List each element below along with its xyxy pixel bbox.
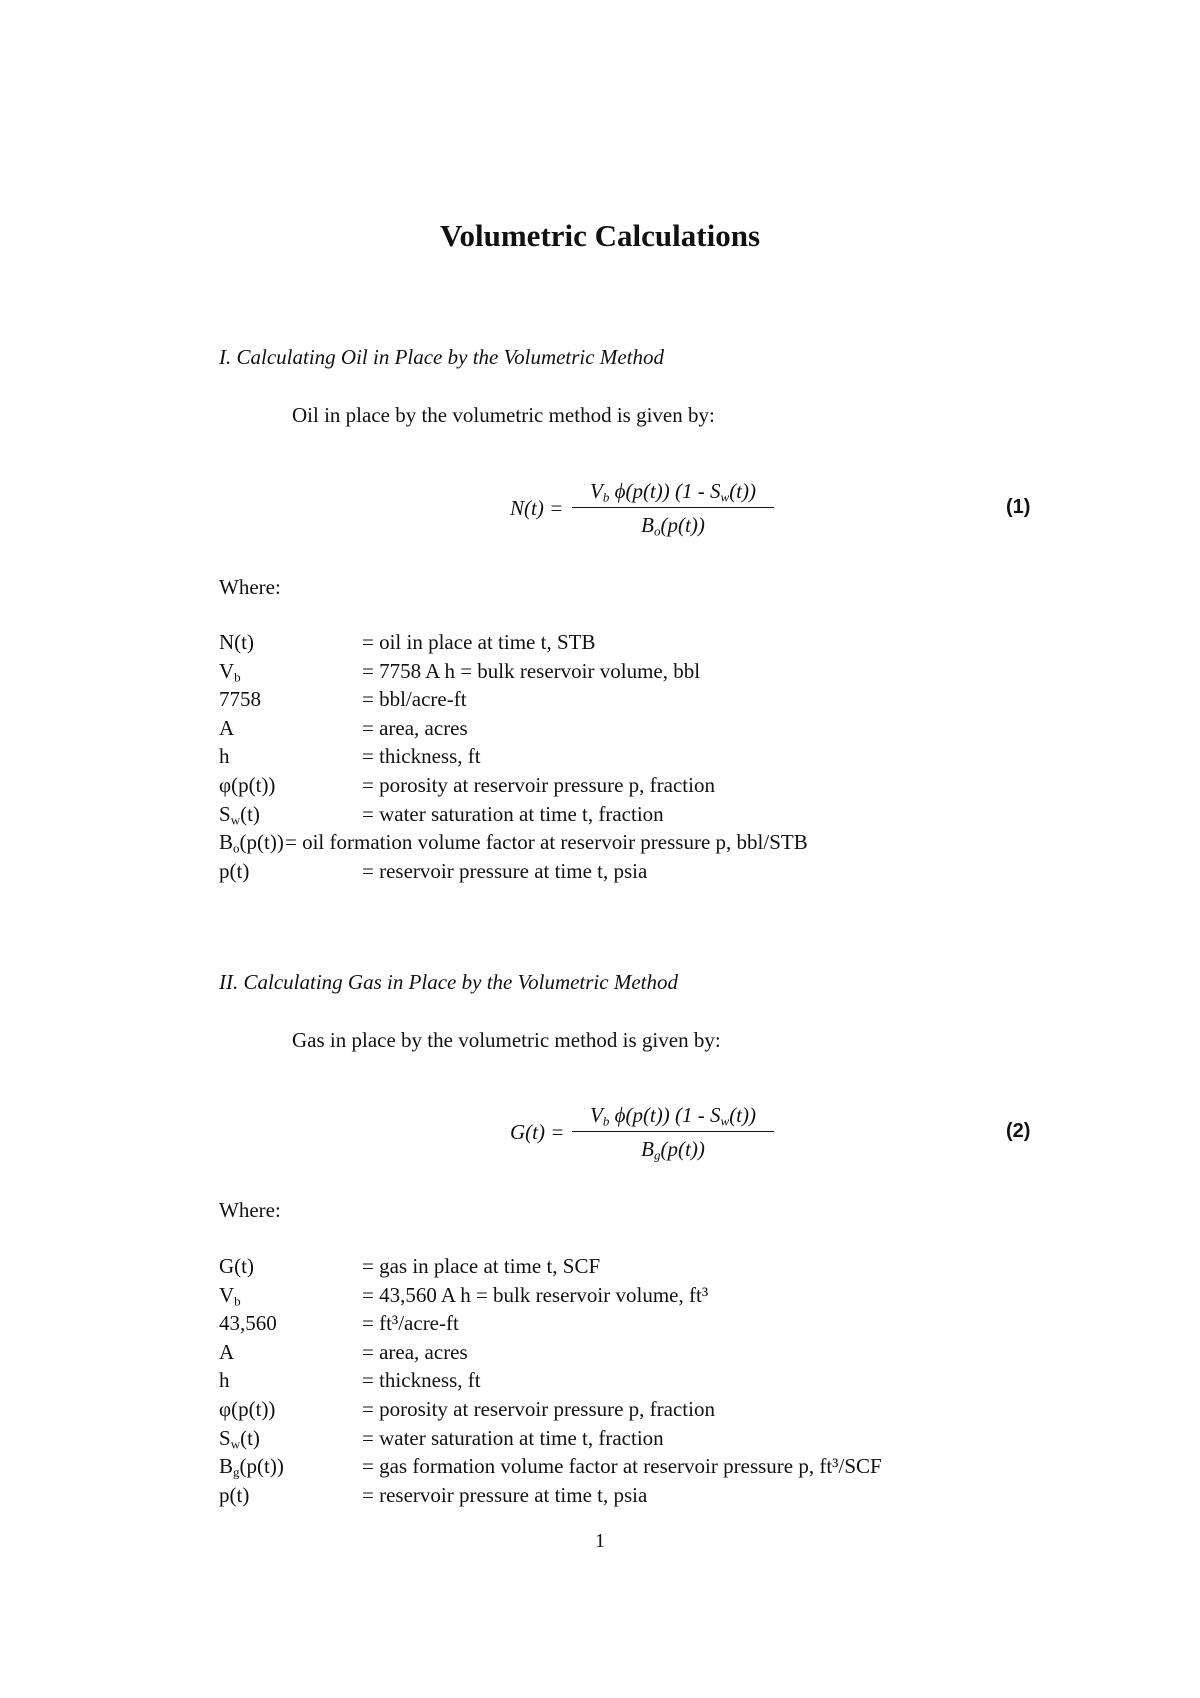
definition-symbol: 43,560 — [219, 1311, 277, 1336]
definition-symbol: h — [219, 1368, 230, 1393]
where-label-oil: Where: — [219, 575, 281, 599]
section-heading-oil: I. Calculating Oil in Place by the Volumetric Method — [219, 345, 664, 369]
fraction-bar — [572, 1131, 774, 1132]
equation-number-2: (2) — [1006, 1120, 1031, 1142]
equation-number-1: (1) — [1006, 496, 1031, 518]
definition-symbol: $V_b$ — [219, 658, 241, 684]
definition-symbol: $S_w(t)$ — [219, 1425, 260, 1451]
definition-symbol: A — [219, 715, 235, 740]
definition-symbol: p(t) — [219, 858, 250, 883]
definition-description: = porosity at reservoir pressure p, fraction — [362, 773, 715, 797]
definition-description: = reservoir pressure at time t, psia — [362, 1482, 648, 1507]
definition-symbol: φ(p(t)) — [219, 773, 276, 797]
definition-symbol: p(t) — [219, 1482, 250, 1507]
equation-numerator: $V_b$ ϕ(p(t)) $(1 - S_w(t))$ — [589, 479, 757, 505]
definition-description: = 43,560 A h = bulk reservoir volume, ft³ — [362, 1282, 709, 1307]
page-title: Volumetric Calculations — [439, 218, 761, 253]
definition-description: = oil in place at time t, STB — [362, 630, 596, 654]
definition-description: = water saturation at time t, fraction — [362, 1425, 664, 1450]
section-intro-gas: Gas in place by the volumetric method is given by: — [292, 1028, 721, 1052]
definition-description: = reservoir pressure at time t, psia — [362, 858, 648, 883]
definition-description: = water saturation at time t, fraction — [362, 801, 664, 826]
section-heading-gas: II. Calculating Gas in Place by the Volumetric Method — [219, 970, 678, 994]
definition-symbol: G(t) — [219, 1254, 254, 1278]
definition-description: = area, acres — [362, 1339, 468, 1364]
equation-gas-in-place — [510, 1100, 770, 1170]
where-label-gas: Where: — [219, 1198, 281, 1222]
definition-description: = oil formation volume factor at reservoir pressure p, bbl/STB — [285, 830, 808, 855]
definition-symbol: N(t) — [219, 630, 254, 654]
equation-denominator: $B_g(p(t))$ — [641, 1137, 705, 1163]
definition-symbol: 7758 — [219, 687, 261, 712]
definition-description: = porosity at reservoir pressure p, fraction — [362, 1397, 715, 1421]
definition-description: = bbl/acre-ft — [362, 687, 467, 712]
definition-description: = thickness, ft — [362, 744, 481, 769]
equation-fraction — [572, 476, 774, 540]
equation-lhs: G(t) = — [510, 1120, 565, 1144]
definition-symbol: $B_g(p(t))$ — [219, 1454, 284, 1480]
definition-description: = thickness, ft — [362, 1368, 481, 1393]
definition-description: = gas in place at time t, SCF — [362, 1254, 601, 1278]
definition-symbol: φ(p(t)) — [219, 1397, 276, 1421]
equation-numerator: $V_b$ ϕ(p(t)) $(1 - S_w(t))$ — [589, 1103, 757, 1129]
section-intro-oil: Oil in place by the volumetric method is given by: — [292, 403, 715, 427]
definition-description: = area, acres — [362, 715, 468, 740]
definition-description: = 7758 A h = bulk reservoir volume, bbl — [362, 658, 701, 683]
fraction-bar — [572, 507, 774, 508]
definition-symbol: h — [219, 744, 230, 769]
definition-symbol: $B_o(p(t))$ — [219, 830, 284, 856]
definition-description: = gas formation volume factor at reservoir pressure p, ft³/SCF — [362, 1454, 882, 1479]
equation-oil-in-place — [510, 476, 770, 546]
page-number: 1 — [595, 1530, 605, 1552]
definition-description: = ft³/acre-ft — [362, 1311, 459, 1336]
equation-lhs: N(t) = — [510, 496, 564, 520]
equation-denominator: $B_o(p(t))$ — [641, 513, 705, 539]
definition-symbol: $V_b$ — [219, 1282, 241, 1308]
equation-fraction — [572, 1100, 774, 1164]
definition-symbol: $S_w(t)$ — [219, 801, 260, 827]
definition-symbol: A — [219, 1339, 235, 1364]
